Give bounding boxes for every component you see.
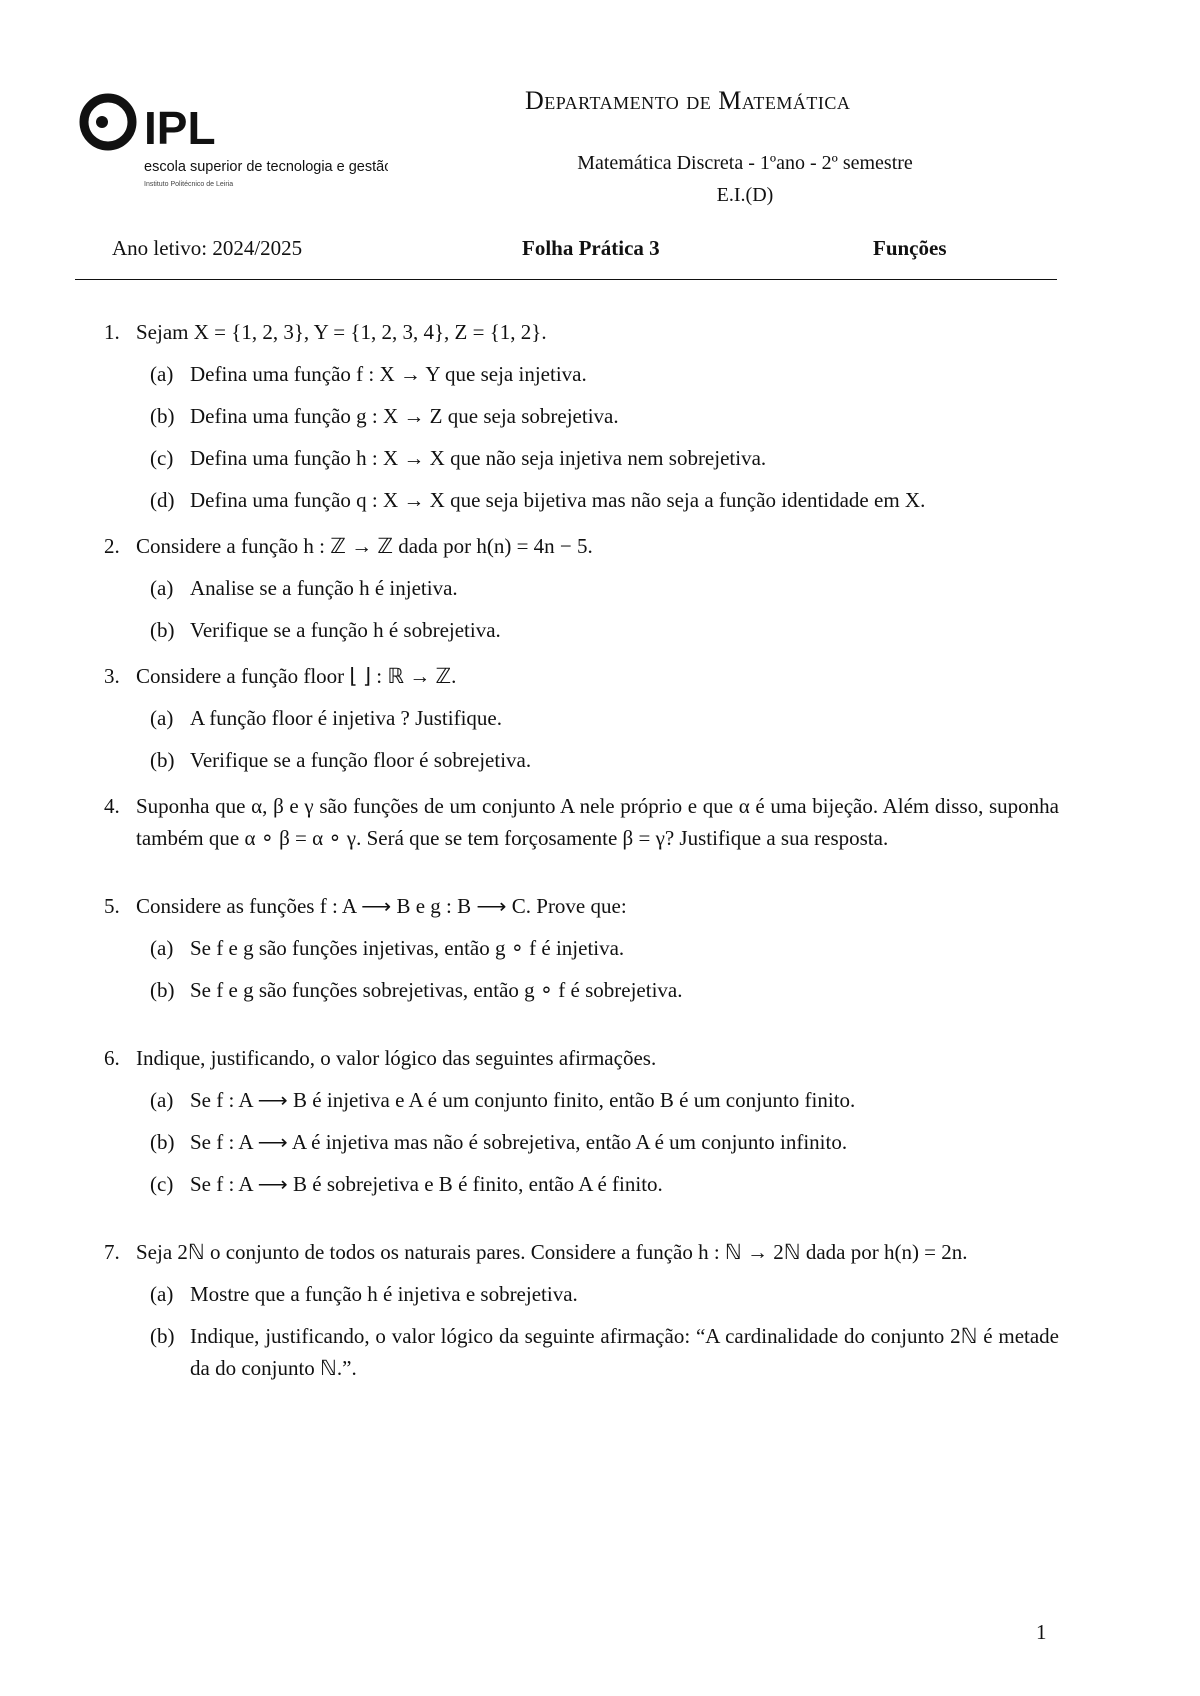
sub-question-label: (b) — [150, 1130, 175, 1154]
sub-question-list — [136, 1278, 1059, 1384]
sub-question — [136, 358, 1059, 390]
sub-question-text: Indique, justificando, o valor lógico da seguinte afirmação: “A cardinalidade do conjunto 2ℕ é metade da do conjunto ℕ.”. — [190, 1324, 1059, 1380]
exercise-number: 7. — [104, 1240, 120, 1264]
sub-question-list — [136, 702, 1059, 776]
sheet-title: Folha Prática 3 — [522, 236, 660, 260]
exercise-number: 6. — [104, 1046, 120, 1070]
sub-question-text: A função floor é injetiva ? Justifique. — [190, 706, 502, 730]
sub-question-text: Defina uma função f : X → Y que seja injetiva. — [190, 362, 587, 386]
sub-question — [136, 484, 1059, 516]
sub-question-label: (b) — [150, 978, 175, 1002]
exercise-1 — [104, 316, 1059, 516]
exercise-3 — [104, 660, 1059, 776]
sub-question-text: Mostre que a função h é injetiva e sobrejetiva. — [190, 1282, 578, 1306]
sub-question-text: Defina uma função q : X → X que seja bijetiva mas não seja a função identidade em X. — [190, 488, 926, 512]
header-divider — [75, 279, 1057, 280]
sub-question-label: (b) — [150, 404, 175, 428]
exercise-statement: Seja 2ℕ o conjunto de todos os naturais pares. Considere a função h : ℕ → 2ℕ dada por h(n) = 2n. — [136, 1240, 968, 1264]
sub-question — [136, 614, 1059, 646]
sub-question-text: Defina uma função g : X → Z que seja sobrejetiva. — [190, 404, 619, 428]
sub-question-label: (c) — [150, 446, 174, 470]
sub-question — [136, 442, 1059, 474]
sub-question-text: Verifique se a função floor é sobrejetiva. — [190, 748, 532, 772]
sub-question-label: (c) — [150, 1172, 174, 1196]
sub-question-label: (a) — [150, 576, 174, 600]
exercise-number: 5. — [104, 894, 120, 918]
logo-text: IPL — [144, 102, 216, 154]
sub-question-list — [136, 1084, 1059, 1200]
exercise-statement: Indique, justificando, o valor lógico das seguintes afirmações. — [136, 1046, 657, 1070]
sub-question-text: Analise se a função h é injetiva. — [190, 576, 458, 600]
sub-question-text: Se f : A ⟶ B é sobrejetiva e B é finito, então A é finito. — [190, 1172, 663, 1196]
exercise-6 — [104, 1042, 1059, 1200]
sub-question — [136, 932, 1059, 964]
sub-question-label: (a) — [150, 936, 174, 960]
sub-question-label: (a) — [150, 706, 174, 730]
exercise-statement: Sejam X = {1, 2, 3}, Y = {1, 2, 3, 4}, Z = {1, 2}. — [136, 320, 547, 344]
exercise-statement: Considere as funções f : A ⟶ B e g : B ⟶ C. Prove que: — [136, 894, 627, 918]
sub-question-label: (b) — [150, 618, 175, 642]
sub-question-label: (d) — [150, 488, 175, 512]
sub-question-label: (b) — [150, 748, 175, 772]
ipl-logo-icon — [78, 92, 388, 202]
sub-question — [136, 400, 1059, 432]
exercise-statement: Suponha que α, β e γ são funções de um conjunto A nele próprio e que α é uma bijeção. Além disso, suponha também que α ∘ β = α ∘ γ. Será que se tem forçosamente β = γ? Justifique a sua resposta. — [136, 794, 1059, 850]
sub-question-text: Se f : A ⟶ B é injetiva e A é um conjunto finito, então B é um conjunto finito. — [190, 1088, 856, 1112]
sub-question-label: (a) — [150, 1088, 174, 1112]
sub-question — [136, 744, 1059, 776]
sub-question — [136, 1320, 1059, 1384]
sub-question — [136, 1278, 1059, 1310]
exercise-number: 4. — [104, 794, 120, 818]
exercise-4 — [104, 790, 1059, 854]
sub-question-label: (b) — [150, 1324, 175, 1348]
sub-question-text: Se f e g são funções injetivas, então g ∘ f é injetiva. — [190, 936, 625, 960]
ipl-logo — [78, 92, 388, 202]
logo-subline: Instituto Politécnico de Leiria — [144, 181, 234, 188]
exercise-5 — [104, 890, 1059, 1006]
course-code: E.I.(D) — [716, 184, 774, 206]
exercise-statement: Considere a função floor ⌊ ⌋ : ℝ → ℤ. — [136, 664, 457, 688]
exercise-number: 1. — [104, 320, 120, 344]
sub-question-text: Verifique se a função h é sobrejetiva. — [190, 618, 501, 642]
sub-question-list — [136, 572, 1059, 646]
exercise-statement: Considere a função h : ℤ → ℤ dada por h(n) = 4n − 5. — [136, 534, 593, 558]
sub-question-text: Se f e g são funções sobrejetivas, então g ∘ f é sobrejetiva. — [190, 978, 683, 1002]
exercise-number: 3. — [104, 664, 120, 688]
course-name: Matemática Discreta - 1ºano - 2º semestre — [577, 152, 913, 174]
page-number: 1 — [1036, 1620, 1047, 1644]
sub-question-list — [136, 358, 1059, 516]
sub-question — [136, 1084, 1059, 1116]
sub-question-label: (a) — [150, 1282, 174, 1306]
logo-subtitle: escola superior de tecnologia e gestão — [144, 159, 388, 175]
sub-question — [136, 974, 1059, 1006]
exercise-list — [104, 316, 1059, 1384]
sub-question — [136, 572, 1059, 604]
sub-question-text: Defina uma função h : X → X que não seja injetiva nem sobrejetiva. — [190, 446, 767, 470]
exercise-2 — [104, 530, 1059, 646]
sub-question-label: (a) — [150, 362, 174, 386]
exercise-7 — [104, 1236, 1059, 1384]
sub-question — [136, 1126, 1059, 1158]
sheet-topic: Funções — [873, 236, 947, 260]
exercise-number: 2. — [104, 534, 120, 558]
school-year: Ano letivo: 2024/2025 — [112, 236, 303, 260]
sub-question-list — [136, 932, 1059, 1006]
sub-question — [136, 1168, 1059, 1200]
exercise-list-container — [104, 316, 1059, 1398]
sub-question-text: Se f : A ⟶ A é injetiva mas não é sobrejetiva, então A é um conjunto infinito. — [190, 1130, 848, 1154]
sub-question — [136, 702, 1059, 734]
department-title: Departamento de Matemática — [525, 86, 851, 115]
